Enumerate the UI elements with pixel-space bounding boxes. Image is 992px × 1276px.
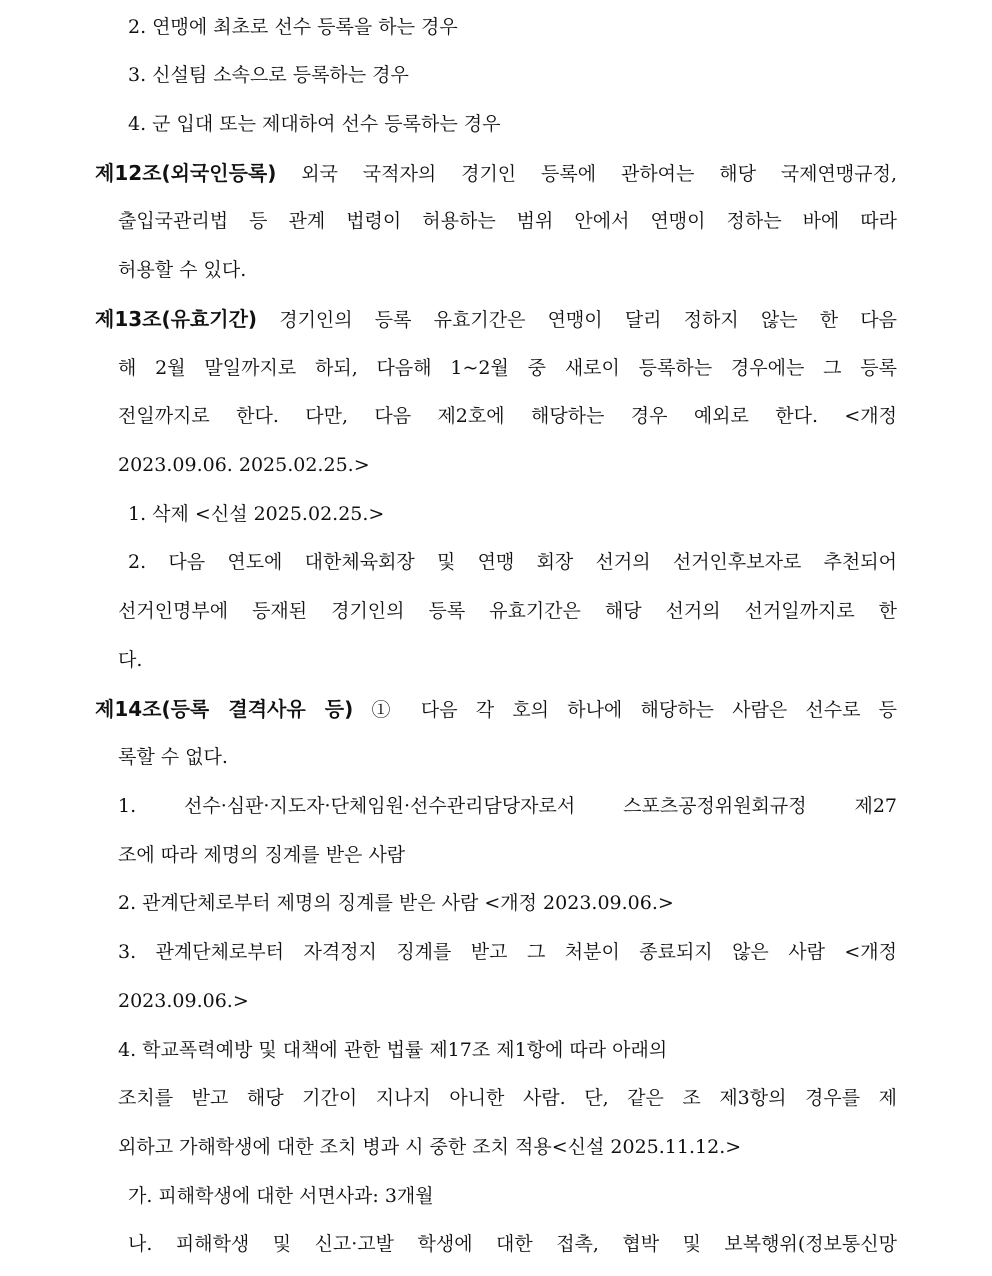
article-12-line-3: 허용할 수 있다.: [118, 259, 247, 281]
list-item: 4. 학교폭력예방 및 대책에 관한 법률 제17조 제1항에 따라 아래의: [118, 1039, 668, 1061]
article-13-line-4: 2023.09.06. 2025.02.25.>: [118, 454, 370, 476]
article-13-heading: 제13조(유효기간): [95, 307, 258, 331]
article-12-line-2: 출입국관리법 등 관계 법령이 허용하는 범위 안에서 연맹이 정하는 바에 따라: [118, 210, 897, 232]
list-item: 3. 관계단체로부터 자격정지 징계를 받고 그 처분이 종료되지 않은 사람 <개정: [118, 941, 897, 963]
list-item: 2. 관계단체로부터 제명의 징계를 받은 사람 <개정 2023.09.06.>: [118, 892, 674, 914]
sub-item: 나. 피해학생 및 신고·고발 학생에 대한 접촉, 협박 및 보복행위(정보통신망: [128, 1233, 897, 1255]
article-13-line-1: 제13조(유효기간) 경기인의 등록 유효기간은 연맹이 달리 정하지 않는 한 다음: [95, 307, 897, 331]
list-item: 2. 다음 연도에 대한체육회장 및 연맹 회장 선거의 선거인후보자로 추천되어: [128, 551, 897, 573]
list-item: 1. 삭제 <신설 2025.02.25.>: [128, 503, 385, 525]
list-item-continued: 선거인명부에 등재된 경기인의 등록 유효기간은 해당 선거의 선거일까지로 한: [118, 600, 897, 622]
list-item-continued: 다.: [118, 649, 143, 671]
article-13-line-3: 전일까지로 한다. 다만, 다음 제2호에 해당하는 경우 예외로 한다. <개정: [118, 405, 897, 427]
article-12-heading: 제12조(외국인등록): [95, 161, 277, 185]
list-item-continued: 2023.09.06.>: [118, 990, 249, 1012]
list-item: 2. 연맹에 최초로 선수 등록을 하는 경우: [128, 16, 458, 38]
article-14-line-1: 제14조(등록 결격사유 등) ① 다음 각 호의 하나에 해당하는 사람은 선수로 등: [95, 697, 897, 721]
list-item-continued: 조치를 받고 해당 기간이 지나지 아니한 사람. 단, 같은 조 제3항의 경우를 제: [118, 1087, 897, 1109]
article-14-line-2: 록할 수 없다.: [118, 746, 228, 768]
list-item-continued: 외하고 가해학생에 대한 조치 병과 시 중한 조치 적용<신설 2025.11.12.>: [118, 1136, 742, 1158]
article-13-line-2: 해 2월 말일까지로 하되, 다음해 1~2월 중 새로이 등록하는 경우에는 그 등록: [118, 357, 897, 379]
list-item: 3. 신설팀 소속으로 등록하는 경우: [128, 64, 409, 86]
list-item: 1. 선수·심판·지도자·단체임원·선수관리담당자로서 스포츠공정위원회규정 제27: [118, 795, 897, 817]
list-item: 4. 군 입대 또는 제대하여 선수 등록하는 경우: [128, 113, 501, 135]
list-item-continued: 조에 따라 제명의 징계를 받은 사람: [118, 844, 406, 866]
article-12-line-1: 제12조(외국인등록) 외국 국적자의 경기인 등록에 관하여는 해당 국제연맹규정,: [95, 161, 897, 185]
article-14-heading: 제14조(등록 결격사유 등): [95, 697, 354, 721]
sub-item: 가. 피해학생에 대한 서면사과: 3개월: [128, 1185, 434, 1207]
